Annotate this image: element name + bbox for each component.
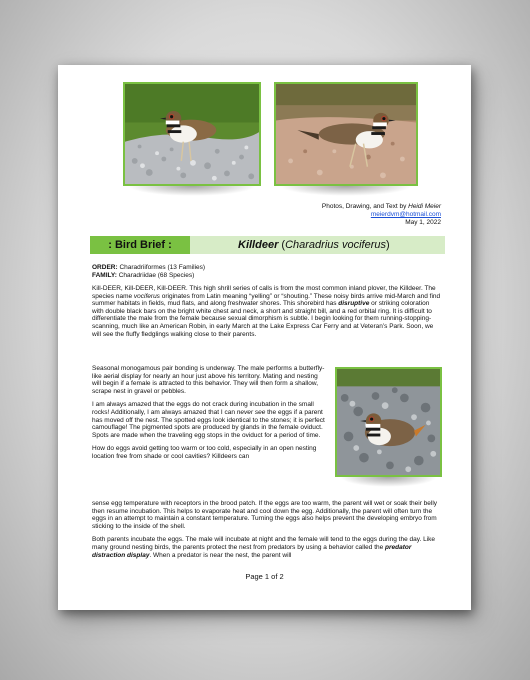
p1-text-e: or striking coloration with double black bars on the bright white chest and neck, a short and straight bill, and a red orbital ring. It is difficult to differentiate the male from the female because sexual dimorphism is subtle. I begin looking for them running-stopping-scanning, much like an American Robin, in early March at the Lake Express Car Ferry and at Veteran’s Park. Soon, we will see the fluffy fledglings walking close to their parents. <box>92 300 434 338</box>
author-name: Heidi Meier <box>408 203 441 210</box>
p5-text-a: Both parents incubate the eggs. The male will incubate at night and the female will tend to the eggs during the day. Like many ground nesting birds, the parents protect the nest from predators by using a behavior called the <box>92 536 436 551</box>
bird-brief-label: : Bird Brief : <box>90 236 190 254</box>
p1-bold-disruptive: disruptive <box>338 300 370 308</box>
credits-line <box>322 203 441 211</box>
paragraph-5 <box>92 536 442 559</box>
killdeer-nest-photo <box>335 367 442 477</box>
p1-italic-vociferus: vociferus <box>133 292 160 300</box>
photo-shadow <box>280 186 412 196</box>
bird-title <box>238 236 390 254</box>
paragraph-4-rest: sense egg temperature with receptors in the brood patch. If the eggs are too warm, the parent will wet or soak their belly then resume incubation. This helps to evaporate heat and cool down the egg. Additionally, the parent will often turn the eggs in an attempt to maintain a constant temperature. Turning the eggs also helps prevent the developing embryo from sticking to the inside of the shell. <box>92 500 438 530</box>
paragraph-3 <box>92 401 328 439</box>
bird-brief-banner <box>90 236 445 254</box>
narrow-paragraphs <box>92 365 328 461</box>
credits-prefix: Photos, Drawing, and Text by <box>321 203 409 210</box>
publish-date: May 1, 2022 <box>405 219 441 226</box>
bird-common-name: Killdeer <box>238 239 279 251</box>
p1-text-a: Kill-DEER, Kill-DEER, Kill-DEER. This high shrill series of calls is from the most common inland plover, the Killdeer. The species name <box>92 285 436 300</box>
order-value: Charadriiformes (13 Families) <box>117 264 206 271</box>
paren-close: ) <box>385 239 390 251</box>
paragraph-2: Seasonal monogamous pair bonding is underway. The male performs a butterfly-like aerial display for nearly an hour just above his territory. Mating and nesting will begin if a female is attracted to this behavior. They will then form a shallow, scrape nest in gravel or pebbles. <box>92 365 325 395</box>
photo-shadow <box>340 477 437 487</box>
paragraph-1 <box>92 285 442 338</box>
document-page <box>58 65 471 610</box>
page-footer: Page 1 of 2 <box>245 572 284 581</box>
author-email-link[interactable]: meierdvm@hotmail.com <box>370 211 441 218</box>
order-label: ORDER: <box>92 264 118 271</box>
credits-block <box>322 203 441 227</box>
p5-bold-predator-display: predator distraction display <box>92 543 412 559</box>
photo-shadow <box>128 186 256 196</box>
taxonomy-block <box>92 264 442 279</box>
p5-text-c: . When a predator is near the nest, the parent will <box>149 551 292 559</box>
p3-text-c: the eggs if a parent has moved off the nest. The spotted eggs look identical to the stones; it is perfect camouflage! The pigmented spots are produced by glands in the female oviduct. Spots are made when the traveling egg stops in the oviduct for a period of time. <box>92 408 325 439</box>
p3-italic-never-see: never see <box>236 408 266 416</box>
killdeer-photo-grass <box>123 82 261 186</box>
killdeer-photo-dirt <box>274 82 418 186</box>
p3-text-a: I am always amazed that the eggs do not crack during incubation in the small rocks! Additionally, I am always amazed that I can <box>92 401 314 416</box>
paragraph-4-start: How do eggs avoid getting too warm or too cold, especially in an open nesting location free from shade or cool cavities? Killdeers can <box>92 445 317 460</box>
bird-scientific-name: Charadrius vociferus <box>285 239 386 251</box>
p1-text-c: originates from Latin meaning “yelling” or “shouting.” These noisy birds arrive mid-March and find summer habitats in fields, mud flats, and along freshwater shores. This shorebird has <box>92 292 441 308</box>
order-line <box>92 264 442 272</box>
family-label: FAMILY: <box>92 271 117 279</box>
family-line <box>92 272 442 280</box>
wide-paragraphs <box>92 500 442 565</box>
family-value: Charadriidae (68 Species) <box>116 271 195 279</box>
paren-open: ( <box>278 239 286 251</box>
intro-paragraph <box>92 285 442 344</box>
